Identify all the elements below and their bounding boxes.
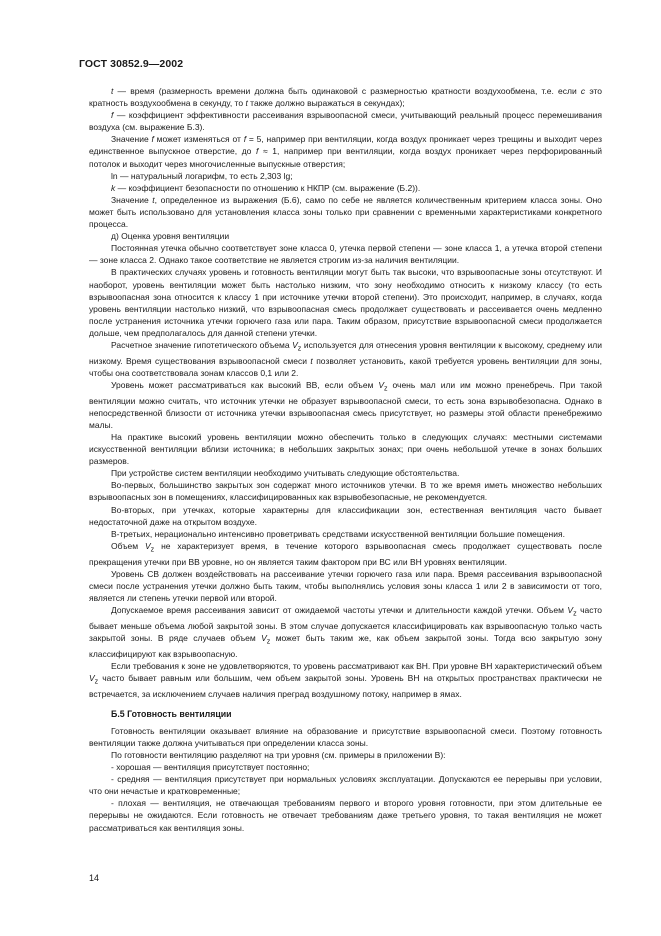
paragraph: - средняя — вентиляция присутствует при нормальных условиях эксплуатации. Допускаются ее перерывы при условии, что они нечастые и кратковременные; (89, 774, 602, 797)
paragraph: ln — натуральный логарифм, то есть 2,303 lg; (111, 170, 293, 181)
paragraph: k — коэффициент безопасности по отношению к НКПР (см. выражение (Б.2)). (111, 182, 421, 193)
document-header: ГОСТ 30852.9—2002 (79, 58, 184, 70)
paragraph: Постоянная утечка обычно соответствует зоне класса 0, утечка первой степени — зоне класса 1, а утечка второй степени — зоне класса 2. Однако такое соответствие не является строгим из-за наличия вентиляции. (89, 243, 602, 266)
page-number: 14 (89, 873, 100, 883)
paragraph: По готовности вентиляцию разделяют на три уровня (см. примеры в приложении В): (111, 750, 446, 760)
paragraph: Во-вторых, при утечках, которые характерны для классификации зон, естественная вентиляция часто бывает недостаточной даже на открытом воздухе. (89, 504, 602, 527)
paragraph: Объем $V_z$ не характеризует время, в течение которого взрывоопасная смесь продолжает существовать после прекращения утечки при ВВ уровне, но он является таким фактором при ВС или ВН уровнях вентиляции. (89, 540, 602, 567)
section-heading: Б.5 Готовность вентиляции (111, 708, 232, 719)
paragraph: Расчетное значение гипотетического объема $V_z$ используется для отнесения уровня вентиляции к высокому, среднему или низкому. Время существования взрывоопасной смеси t позволяет установить, какой требуется уровень вентиляции для зоны, чтобы она соответствовала зонам классов 0,1 или 2. (89, 339, 602, 378)
paragraph: - плохая — вентиляция, не отвечающая требованиям первого и второго уровня готовности, при этом длительные ее перерывы не ожидаются. Если готовность не отвечает требованиям даже третьего уровня, то такая вентиляция не может рассматриваться как вентиляция зоны. (89, 798, 602, 833)
paragraph: д) Оценка уровня вентиляции (111, 231, 230, 242)
paragraph: При устройстве систем вентиляции необходимо учитывать следующие обстоятельства. (111, 468, 460, 479)
paragraph: t — время (размерность времени должна быть одинаковой с размерностью кратности воздухообмена, т.е. если с это кратность воздухообмена в секунду, то t также должно выражаться в секундах); (89, 86, 602, 109)
paragraph: f — коэффициент эффективности рассеивания взрывоопасной смеси, учитывающий реальный процесс перемешивания воздуха (см. выражение Б.3). (89, 110, 602, 133)
paragraph: Во-первых, большинство закрытых зон содержат много источников утечки. В то же время иметь множество небольших взрывоопасных зон в помещениях, классифицированных как взрывобезопасные, не рекомендуется. (89, 480, 602, 503)
paragraph: Уровень может рассматриваться как высокий ВВ, если объем $V_z$ очень мал или им можно пренебречь. При такой вентиляции можно считать, что источник утечки не образует взрывоопасной смеси, то есть зона взрывобезопасна. Однако в непосредственной близости от источника утечки взрывоопасная смесь присутствует, но размеры этой области пренебрежимо малы. (89, 379, 602, 430)
paragraph: Уровень СВ должен воздействовать на рассеивание утечки горючего газа или пара. Время рассеивания взрывоопасной смеси после устранения утечки должно быть таким, чтобы выполнялись условия зоны класса 1 или 2 в зависимости от того, является ли степень утечки первой или второй. (89, 568, 602, 603)
paragraph: Значение f может изменяться от f = 5, например при вентиляции, когда воздух проникает через трещины и выходит через единственное выпускное отверстие, до f ≈ 1, например при вентиляции, когда воздух проникает через перфорированный потолок и выходит через многочисленные выпускные отверстия; (89, 134, 602, 169)
document-body (89, 85, 602, 834)
paragraph: Допускаемое время рассеивания зависит от ожидаемой частоты утечки и длительности каждой утечки. Объем $V_z$ часто бывает меньше объема любой закрытой зоны. В этом случае допускается классифицировать как взрывоопасную только часть закрытой зоны. В ряде случаев объем $V_z$ может быть таким же, как объем закрытой зоны. Тогда всю закрытую зону классифицируют как взрывоопасную. (89, 605, 603, 659)
paragraph: - хорошая — вентиляция присутствует постоянно; (111, 762, 310, 773)
paragraph: Если требования к зоне не удовлетворяются, то уровень рассматривают как ВН. При уровне ВН характеристический объем $V_z$ часто бывает равным или большим, чем объем закрытой зоны. Уровень ВН на открытых пространствах практически не встречается, за исключением случаев наличия преград воздушному потоку, например в ямах. (89, 660, 602, 699)
paragraph: В-третьих, нерационально интенсивно проветривать средствами искусственной вентиляции большие помещения. (111, 528, 565, 539)
paragraph: На практике высокий уровень вентиляции можно обеспечить только в следующих случаях: местными системами искусственной вентиляции вблизи источника; в небольших закрытых зонах; при очень небольшой утечке в зонах больших размеров. (89, 432, 602, 467)
paragraph: Значение t, определенное из выражения (Б.6), само по себе не является количественным критерием класса зоны. Оно может быть использовано для установления класса зоны только при сравнении с временными характеристиками конкретного процесса. (89, 194, 602, 230)
paragraph: Готовность вентиляции оказывает влияние на образование и присутствие взрывоопасной смеси. Поэтому готовность вентиляции также должна учитываться при определении класса зоны. (89, 725, 602, 748)
paragraph: В практических случаях уровень и готовность вентиляции могут быть так высоки, что взрывоопасные зоны отсутствуют. И наоборот, уровень вентиляции может быть настолько низким, что зону необходимо относить к низкому классу (то есть взрывоопасная зона относится к классу 1 при источнике утечки второй степени). Это происходит, например, в случаях, когда уровень вентиляции настолько низкий, что взрывоопасная смесь продолжает существовать и рассеивается очень медленно после устранения источника утечки горючего газа или пара. Таким образом, присутствие взрывоопасной смеси продолжается дольше, чем предполагалось для данной степени утечки. (89, 267, 602, 338)
